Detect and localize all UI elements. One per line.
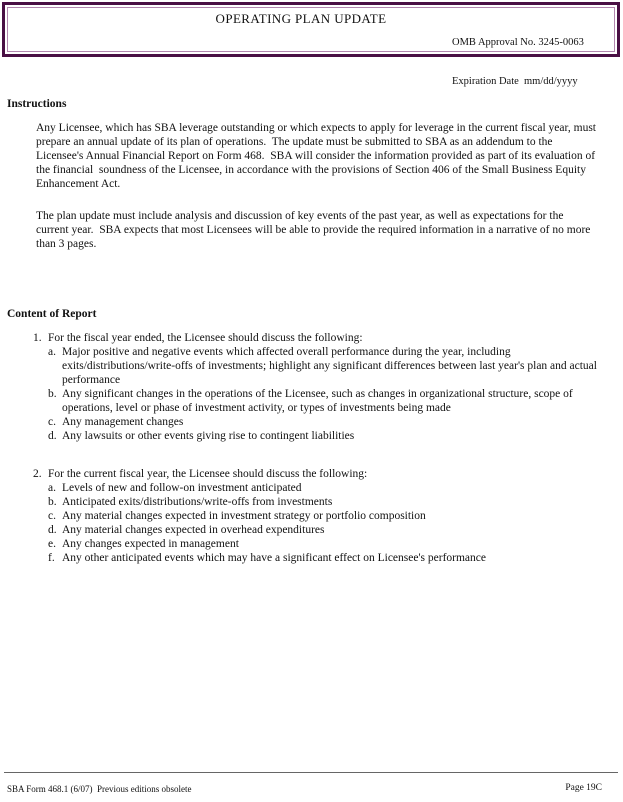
footer-divider	[4, 772, 618, 773]
subitem-text: Any material changes expected in investment strategy or portfolio composition	[62, 510, 426, 522]
content-of-report-heading: Content of Report	[7, 308, 97, 320]
subitem-letter: a.	[48, 482, 56, 494]
subitem-letter: d.	[48, 430, 57, 442]
item-text: For the current fiscal year, the Licensee should discuss the following:	[48, 468, 368, 480]
list-item-1-row	[33, 331, 598, 345]
subitem-text: Any other anticipated events which may have a significant effect on Licensee's performance	[62, 552, 486, 564]
list-subitem	[33, 551, 598, 565]
omb-expiration-date: Expiration Date mm/dd/yyyy	[452, 76, 578, 87]
list-item-2-row	[33, 467, 598, 481]
subitem-letter: b.	[48, 496, 57, 508]
form-title: OPERATING PLAN UPDATE	[215, 11, 387, 26]
subitem-text: Any significant changes in the operations of the Licensee, such as changes in organizational structure, scope of operations, level or phase of investment activity, or types of investments being made	[62, 388, 576, 414]
footer-form-identifier: SBA Form 468.1 (6/07) Previous editions obsolete	[7, 784, 192, 794]
instructions-paragraph-2: The plan update must include analysis and discussion of key events of the past year, as well as expectations for the current year. SBA expects that most Licensees will be able to provide the required information in a narrative of no more than 3 pages.	[36, 210, 594, 250]
subitem-text: Any lawsuits or other events giving rise to contingent liabilities	[62, 430, 355, 442]
form-header-box	[2, 2, 620, 87]
list-subitem	[33, 345, 598, 387]
item-number: 2.	[33, 468, 42, 480]
footer-page-number: Page 19C	[565, 783, 602, 793]
instructions-paragraph-1: Any Licensee, which has SBA leverage outstanding or which expects to apply for leverage in the current fiscal year, must prepare an annual update of its plan of operations. The update must be submitted to SBA as an addendum to the Licensee's Annual Financial Report on Form 468. SBA will consider the information provided as part of its evaluation of the financial soundness of the Licensee, in accordance with the provisions of Section 406 of the Small Business Equity Enhancement Act.	[36, 122, 599, 190]
list-subitem	[33, 537, 598, 551]
subitem-text: Anticipated exits/distributions/write-offs from investments	[62, 496, 333, 508]
subitem-letter: a.	[48, 346, 56, 358]
subitem-letter: c.	[48, 510, 56, 522]
subitem-letter: c.	[48, 416, 56, 428]
subitem-letter: f.	[48, 552, 55, 564]
list-subitem	[33, 509, 598, 523]
subitem-text: Levels of new and follow-on investment anticipated	[62, 482, 302, 494]
subitem-letter: e.	[48, 538, 56, 550]
subitem-letter: d.	[48, 524, 57, 536]
omb-approval-number: OMB Approval No. 3245-0063	[452, 37, 584, 48]
list-item-1	[33, 331, 598, 443]
list-subitem	[33, 387, 598, 415]
report-requirements-list	[33, 331, 598, 565]
list-subitem	[33, 429, 598, 443]
subitem-letter: b.	[48, 388, 57, 400]
subitem-text: Any changes expected in management	[62, 538, 239, 550]
instructions-heading: Instructions	[7, 98, 67, 110]
item-number: 1.	[33, 332, 42, 344]
list-subitem	[33, 481, 598, 495]
subitem-text: Any management changes	[62, 416, 184, 428]
subitem-text: Major positive and negative events which affected overall performance during the year, including exits/distributions/write-offs of investments; highlight any significant differences between last year's plan and actual performance	[62, 346, 600, 386]
list-subitem	[33, 495, 598, 509]
item-text: For the fiscal year ended, the Licensee should discuss the following:	[48, 332, 363, 344]
list-item-2	[33, 467, 598, 565]
list-subitem	[33, 415, 598, 429]
omb-block	[452, 10, 584, 114]
list-subitem	[33, 523, 598, 537]
subitem-text: Any material changes expected in overhead expenditures	[62, 524, 325, 536]
